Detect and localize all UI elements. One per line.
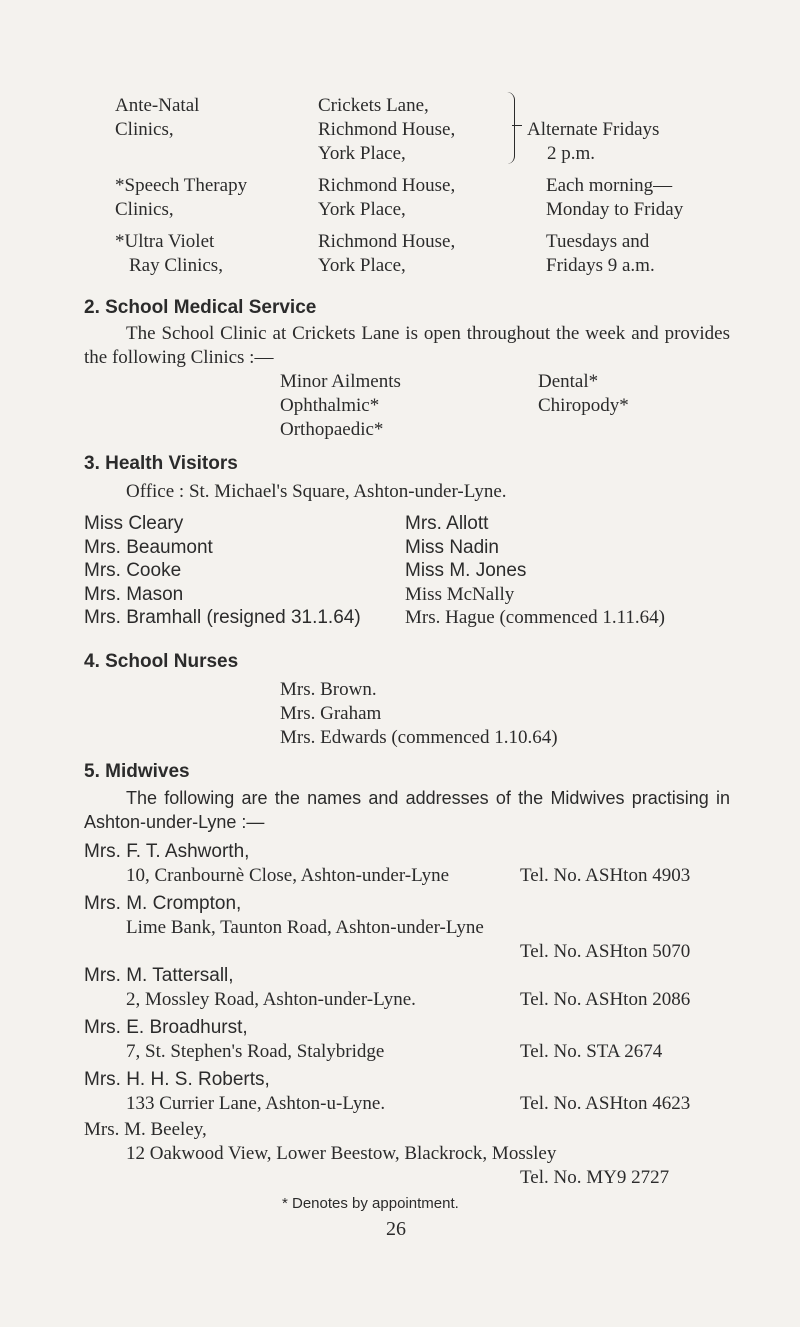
- midwife-address: 10, Cranbournè Close, Ashton-under-Lyne: [126, 865, 450, 886]
- section-heading-school-medical: 2. School Medical Service: [84, 297, 317, 318]
- midwife-tel: Tel. No. STA 2674: [520, 1041, 663, 1062]
- midwife-tel: Tel. No. ASHton 5070: [520, 941, 691, 962]
- school-clinic-list-right: Dental* Chiropody*: [538, 371, 629, 416]
- health-visitors-left: Miss Cleary Mrs. Beaumont Mrs. Cooke Mrs. Mason Mrs. Bramhall (resigned 31.1.64): [84, 513, 361, 628]
- midwife-address: 7, St. Stephen's Road, Stalybridge: [126, 1041, 385, 1062]
- midwife-tel: Tel. No. ASHton 4903: [520, 865, 691, 886]
- health-visitors-right: Mrs. Allott Miss Nadin Miss M. Jones Miss McNally Mrs. Hague (commenced 1.11.64): [405, 513, 665, 628]
- clinic-name: Ante-Natal Clinics,: [115, 95, 200, 140]
- clinic-place: Crickets Lane, Richmond House, York Place,: [318, 95, 456, 164]
- clinic-name: *Speech Therapy Clinics,: [115, 175, 248, 220]
- clinic-place: Richmond House, York Place,: [318, 231, 456, 276]
- right-brace: [502, 92, 515, 164]
- section-heading-midwives: 5. Midwives: [84, 761, 190, 782]
- midwife-name: Mrs. M. Tattersall,: [84, 965, 234, 986]
- midwife-tel: Tel. No. ASHton 4623: [520, 1093, 691, 1114]
- midwife-name: Mrs. H. H. S. Roberts,: [84, 1069, 270, 1090]
- midwife-address: 12 Oakwood View, Lower Beestow, Blackrock, Mossley: [126, 1143, 557, 1164]
- midwife-name: Mrs. M. Crompton,: [84, 893, 242, 914]
- section-heading-health-visitors: 3. Health Visitors: [84, 453, 238, 474]
- clinic-time: Each morning— Monday to Friday: [546, 175, 684, 220]
- midwife-name: Mrs. F. T. Ashworth,: [84, 841, 250, 862]
- midwife-address: Lime Bank, Taunton Road, Ashton-under-Lyne: [126, 917, 484, 938]
- clinic-name: *Ultra Violet Ray Clinics,: [115, 231, 223, 276]
- school-medical-intro: The School Clinic at Crickets Lane is open throughout the week and provides the following Clinics :—: [84, 323, 730, 368]
- section-heading-school-nurses: 4. School Nurses: [84, 651, 239, 672]
- footnote: * Denotes by appointment.: [282, 1195, 459, 1212]
- midwife-tel: Tel. No. MY9 2727: [520, 1167, 670, 1188]
- right-brace-tip: [512, 125, 522, 126]
- midwife-tel: Tel. No. ASHton 2086: [520, 989, 691, 1010]
- clinic-time: Tuesdays and Fridays 9 a.m.: [546, 231, 655, 276]
- clinic-place: Richmond House, York Place,: [318, 175, 456, 220]
- midwife-name: Mrs. E. Broadhurst,: [84, 1017, 248, 1038]
- midwife-address: 133 Currier Lane, Ashton-u-Lyne.: [126, 1093, 386, 1114]
- page-number: 26: [386, 1218, 406, 1240]
- health-visitors-office: Office : St. Michael's Square, Ashton-under-Lyne.: [126, 481, 507, 502]
- midwife-name: Mrs. M. Beeley,: [84, 1119, 207, 1140]
- school-nurses-list: Mrs. Brown. Mrs. Graham Mrs. Edwards (commenced 1.10.64): [280, 679, 558, 748]
- midwife-address: 2, Mossley Road, Ashton-under-Lyne.: [126, 989, 416, 1010]
- clinic-time: Alternate Fridays 2 p.m.: [527, 119, 660, 164]
- school-clinic-list-left: Minor Ailments Ophthalmic* Orthopaedic*: [280, 371, 401, 440]
- midwives-intro: The following are the names and addresses of the Midwives practising in Ashton-under-Lyne :—: [84, 788, 730, 832]
